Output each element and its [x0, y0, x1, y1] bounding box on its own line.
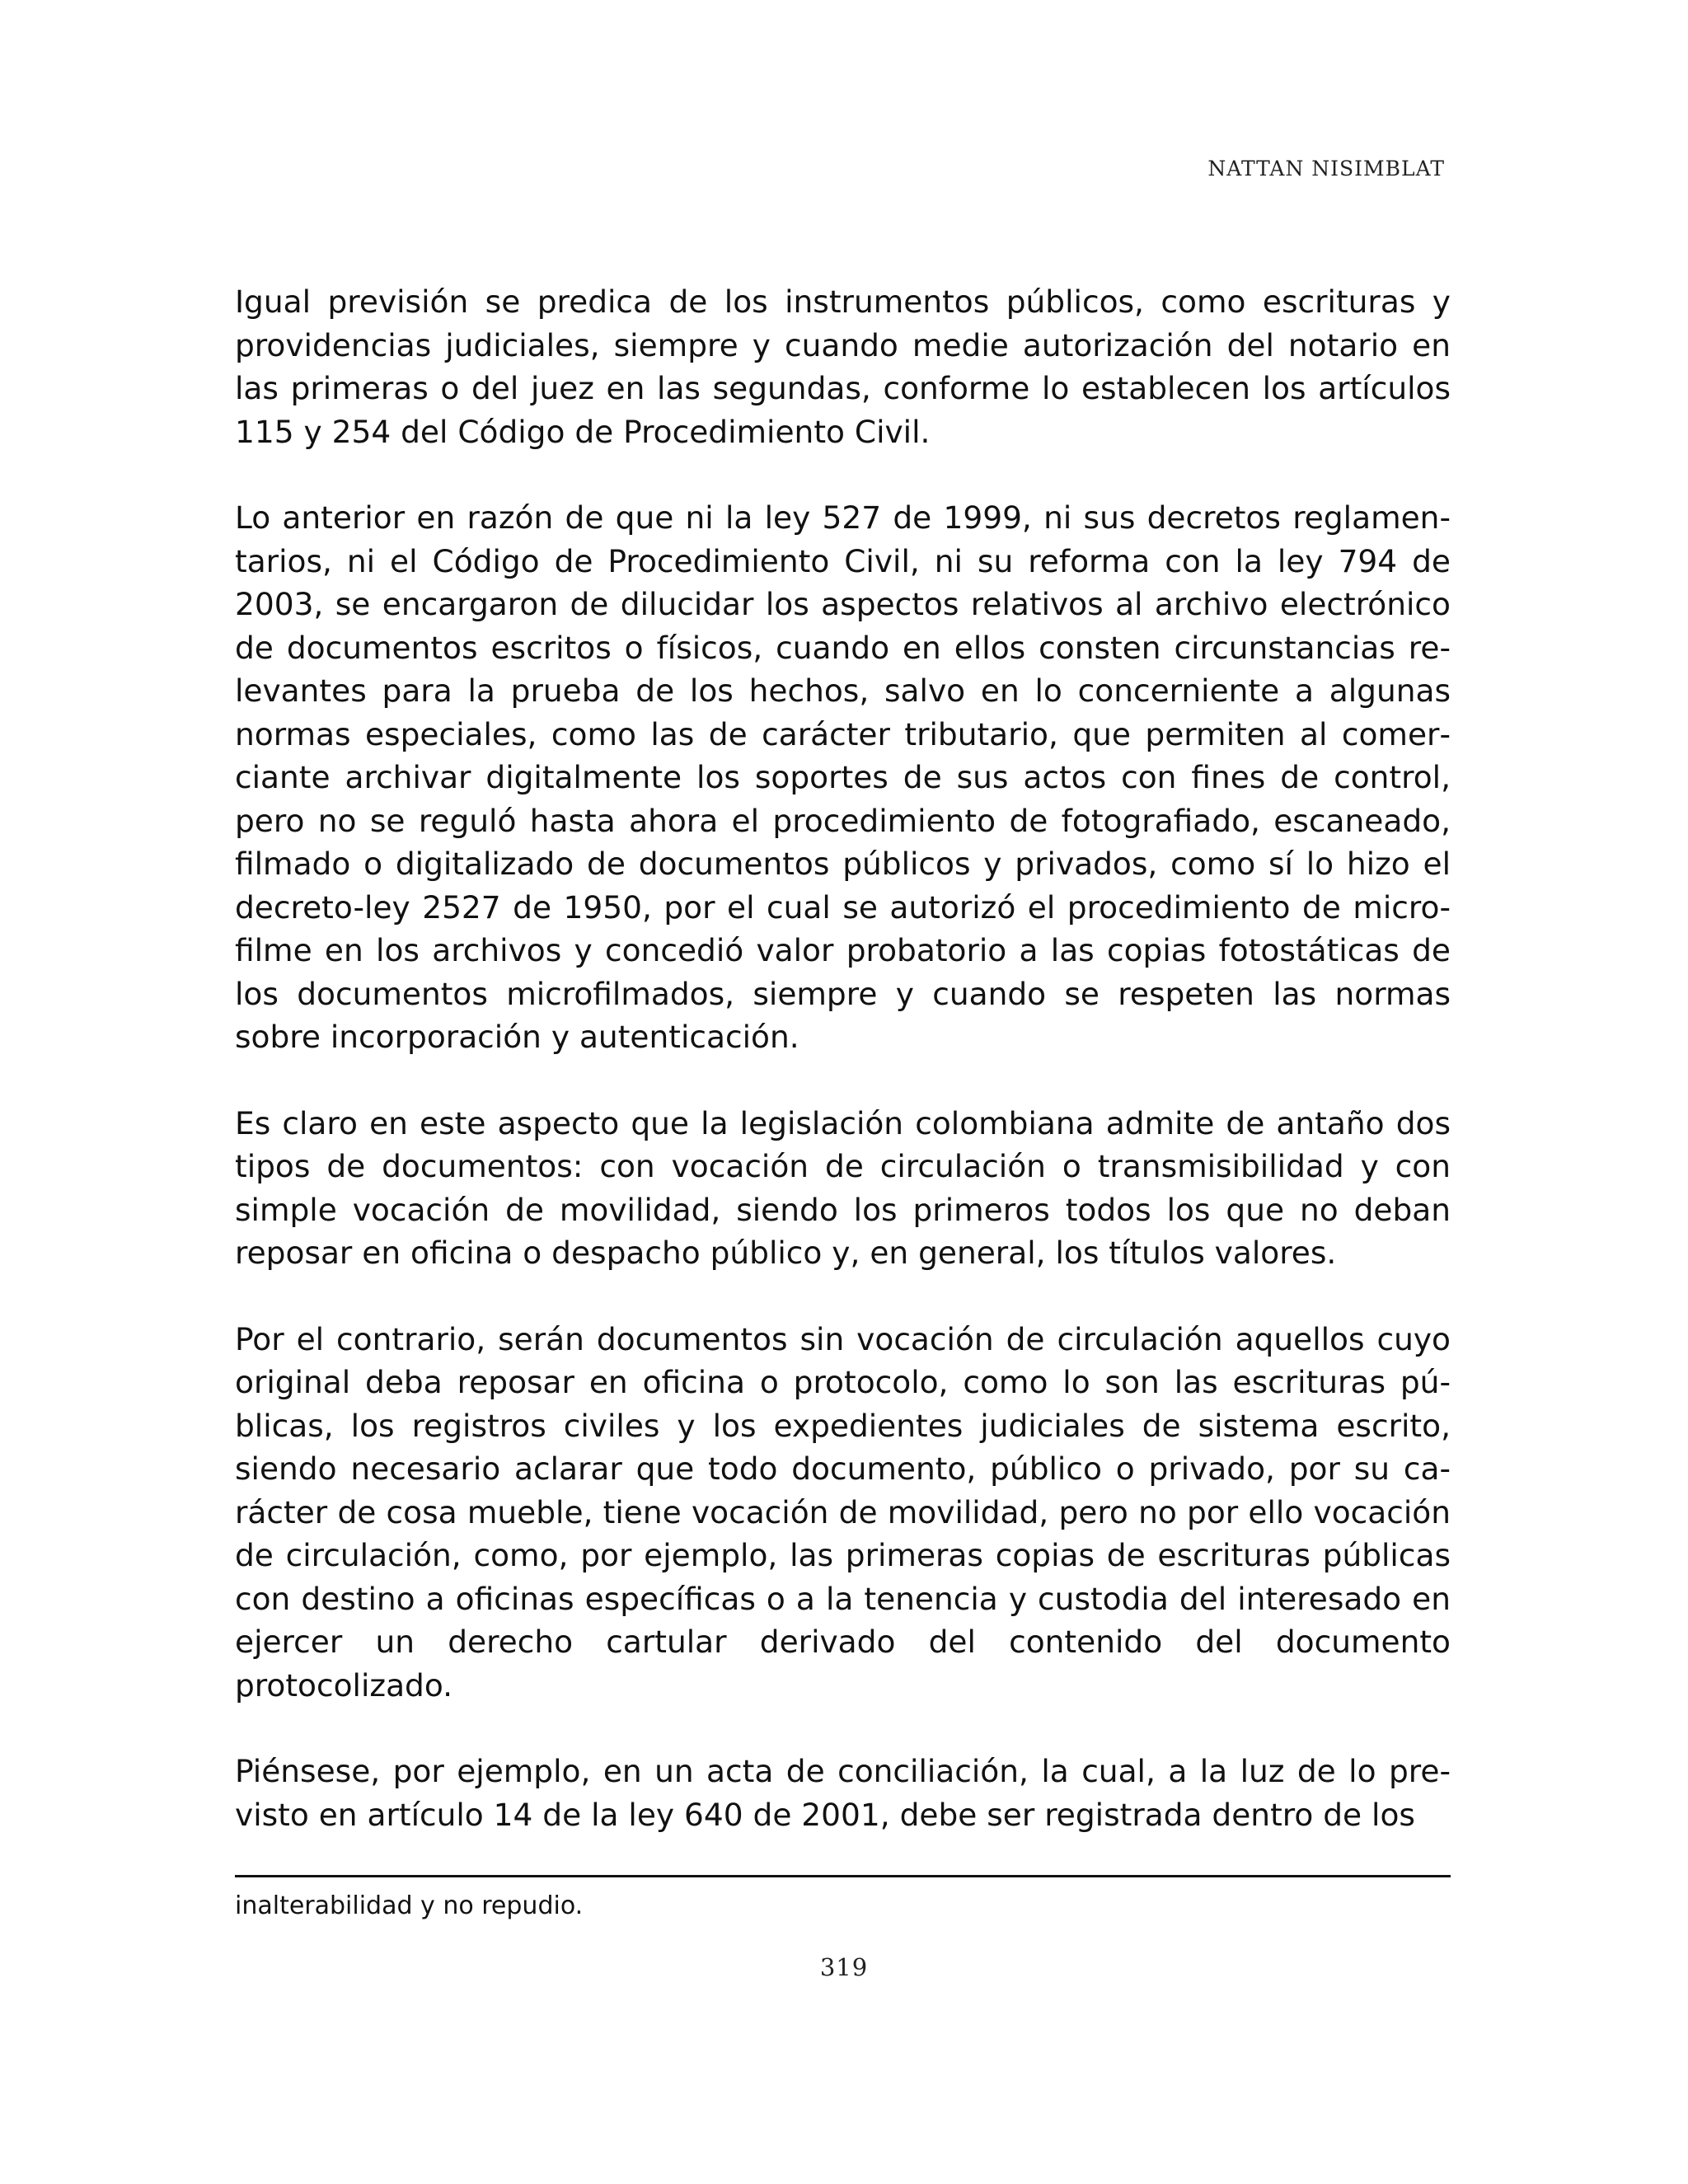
running-header: NATTAN NISIMBLAT	[1207, 157, 1445, 180]
footnote: inalterabilidad y no repudio.	[235, 1891, 584, 1920]
paragraph: Igual previsión se predica de los instrumentos públicos, como escrituras y providencias judiciales, siempre y cuando medie autorización del notario en las primeras o del juez en las segundas, conforme lo establecen los artículos 115 y 254 del Código de Procedimiento Civil.	[235, 284, 1451, 450]
page-number: 319	[819, 1953, 869, 1981]
footnote-divider	[235, 1875, 1451, 1877]
paragraph: Lo anterior en razón de que ni la ley 527 de 1999, ni sus decretos reglamentarios, ni el Código de Procedimiento Civil, ni su reforma con la ley 794 de 2003, se encargaron de dilucidar los aspectos relativos al archivo electrónico de documentos escritos o físicos, cuando en ellos consten circunstancias relevantes para la prueba de los hechos, salvo en lo concerniente a algunas normas especiales, como las de carácter tributario, que permiten al comerciante archivar digitalmente los soportes de sus actos con fines de control, pero no se reguló hasta ahora el procedimiento de fotografiado, escaneado, filmado o digitalizado de documentos públicos y privados, como sí lo hizo el decreto-ley 2527 de 1950, por el cual se autorizó el procedimiento de microfilme en los archivos y concedió valor probatorio a las copias fotostáticas de los documentos microfilmados, siempre y cuando se respeten las normas sobre incorporación y autenticación.	[235, 499, 1451, 1055]
body-text	[235, 280, 1451, 1836]
paragraph: Por el contrario, serán documentos sin vocación de circulación aquellos cuyo original deba reposar en oficina o protocolo, como lo son las escrituras públicas, los registros civiles y los expedientes judiciales de sistema escrito, siendo necesario aclarar que todo documento, público o privado, por su carácter de cosa mueble, tiene vocación de movilidad, pero no por ello vocación de circulación, como, por ejemplo, las primeras copias de escrituras públicas con destino a oficinas específicas o a la tenencia y custodia del interesado en ejercer un derecho cartular derivado del contenido del documento protocolizado.	[235, 1320, 1451, 1704]
paragraph: Es claro en este aspecto que la legislación colombiana admite de antaño dos tipos de documentos: con vocación de circulación o transmisibilidad y con simple vocación de movilidad, siendo los primeros todos los que no deban reposar en oficina o despacho público y, en general, los títulos valores.	[235, 1104, 1451, 1271]
paragraph: Piénsese, por ejemplo, en un acta de conciliación, la cual, a la luz de lo previsto en artículo 14 de la ley 640 de 2001, debe ser registrada dentro de los	[235, 1753, 1451, 1833]
